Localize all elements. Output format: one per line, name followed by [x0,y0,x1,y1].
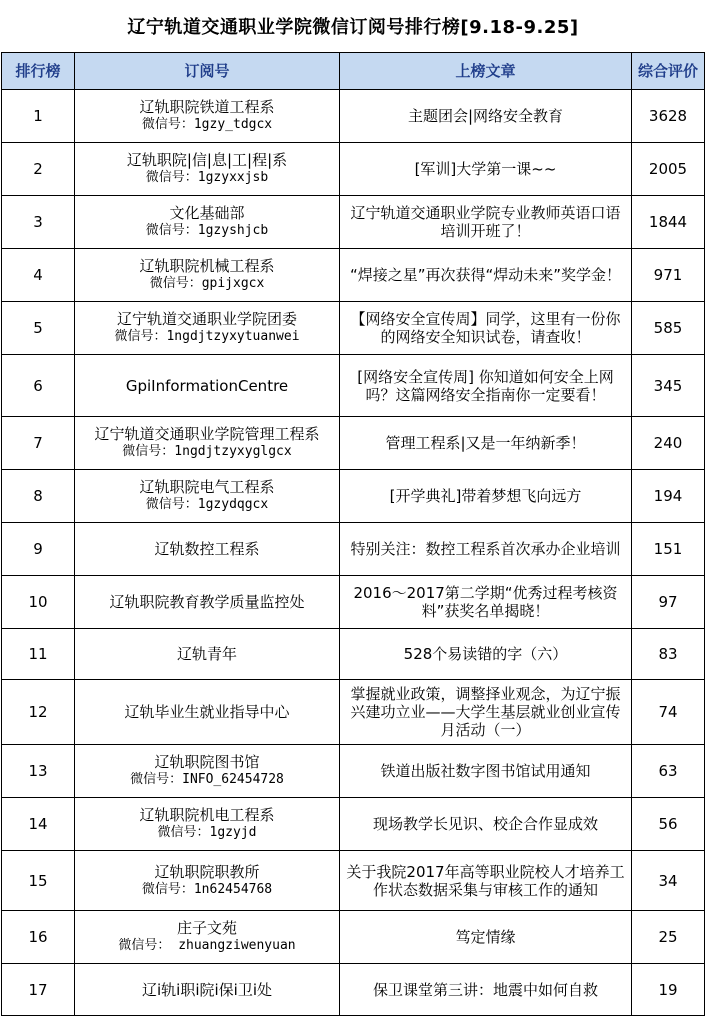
article-cell: 528个易读错的字（六） [340,629,632,680]
account-name: 辽轨青年 [176,645,237,663]
article-cell: 2016～2017第二学期“优秀过程考核资料”获奖名单揭晓！ [340,576,632,629]
wechat-id: 微信号：1n62454768 [141,881,273,897]
account-cell [75,249,340,302]
account-name: 辽i轨i职i院i保i卫i处 [141,980,272,999]
table-row [2,680,705,745]
rank-cell: 6 [2,355,75,417]
rank-cell: 14 [2,798,75,851]
rank-cell: 15 [2,851,75,911]
article-cell: 关于我院2017年高等职业院校人才培养工作状态数据采集与审核工作的通知 [340,851,632,911]
account-cell [75,417,340,470]
table-row [2,523,705,576]
rank-cell: 9 [2,523,75,576]
page-title: 辽宁轨道交通职业学院微信订阅号排行榜[9.18-9.25] [127,17,579,38]
rank-cell: 4 [2,249,75,302]
article-cell: 主题团会|网络安全教育 [340,90,632,143]
table-row [2,143,705,196]
score-cell: 585 [632,302,705,355]
account-cell [75,196,340,249]
table-body [2,90,705,1016]
rank-cell: 3 [2,196,75,249]
account-cell [75,964,340,1016]
account-name: 辽轨职院电气工程系 [139,478,275,496]
header-rank: 排行榜 [2,53,75,90]
header-article: 上榜文章 [340,53,632,90]
header-row [2,53,705,90]
table-row [2,798,705,851]
article-cell: [开学典礼]带着梦想飞向远方 [340,470,632,523]
rank-cell: 2 [2,143,75,196]
account-name: 辽轨职院机电工程系 [139,806,275,824]
score-cell: 19 [632,964,705,1016]
account-cell [75,302,340,355]
article-cell: 铁道出版社数字图书馆试用通知 [340,745,632,798]
wechat-id: 微信号：1gzyjd [157,825,257,840]
score-cell: 345 [632,355,705,417]
account-name: 文化基础部 [169,204,245,222]
table-row [2,911,705,964]
account-name: 辽轨职院图书馆 [154,753,260,771]
table-row [2,629,705,680]
score-cell: 34 [632,851,705,911]
wechat-id: 微信号： zhuangziwenyuan [118,938,296,953]
account-name: 辽宁轨道交通职业学院团委 [116,310,297,328]
table-row [2,470,705,523]
account-name: 辽轨职院|信|息|工|程|系 [126,151,288,169]
score-cell: 971 [632,249,705,302]
table-row [2,417,705,470]
article-cell: 辽宁轨道交通职业学院专业教师英语口语培训开班了！ [340,196,632,249]
account-cell [75,798,340,851]
score-cell: 56 [632,798,705,851]
account-cell [75,851,340,911]
account-cell [75,911,340,964]
score-cell: 97 [632,576,705,629]
account-name: GpiInformationCentre [125,376,289,395]
rank-cell: 8 [2,470,75,523]
rank-cell: 12 [2,680,75,745]
account-cell [75,629,340,680]
wechat-id: 微信号：1ngdjtzyxytuanwei [114,329,300,344]
account-cell [75,680,340,745]
wechat-id: 微信号：1gzyxxjsb [145,170,269,185]
article-cell: 笃定情缘 [340,911,632,964]
rank-cell: 16 [2,911,75,964]
score-cell: 194 [632,470,705,523]
rank-cell: 11 [2,629,75,680]
score-cell: 74 [632,680,705,745]
rank-cell: 17 [2,964,75,1016]
rank-cell: 5 [2,302,75,355]
account-name: 辽轨数控工程系 [154,540,260,558]
account-name: 辽轨毕业生就业指导中心 [124,703,290,721]
article-cell: 现场教学长见识、校企合作显成效 [340,798,632,851]
article-cell: [军训]大学第一课~~ [340,143,632,196]
account-name: 辽宁轨道交通职业学院管理工程系 [94,425,320,443]
account-name: 辽轨职院铁道工程系 [139,98,275,116]
article-cell: 管理工程系|又是一年纳新季！ [340,417,632,470]
wechat-id: 微信号：1gzydqgcx [145,497,269,512]
account-name: 庄子文苑 [176,919,237,937]
header-account: 订阅号 [75,53,340,90]
account-name: 辽轨职院教育教学质量监控处 [109,593,305,611]
wechat-id: 微信号：INFO_62454728 [130,772,284,787]
table-row [2,249,705,302]
ranking-table [1,52,705,1016]
score-cell: 63 [632,745,705,798]
score-cell: 83 [632,629,705,680]
table-row [2,964,705,1016]
rank-cell: 7 [2,417,75,470]
wechat-id: 微信号：1gzy_tdgcx [141,117,273,132]
account-cell [75,745,340,798]
table-row [2,745,705,798]
score-cell: 3628 [632,90,705,143]
score-cell: 240 [632,417,705,470]
article-cell: “焊接之星”再次获得“焊动未来”奖学金！ [340,249,632,302]
score-cell: 2005 [632,143,705,196]
rank-cell: 10 [2,576,75,629]
wechat-id: 微信号：1gzyshjcb [145,223,269,238]
table-row [2,851,705,911]
account-cell [75,523,340,576]
wechat-id: 微信号：gpijxgcx [149,276,265,291]
table-row [2,576,705,629]
article-cell: 保卫课堂第三讲：地震中如何自救 [340,964,632,1016]
account-name: 辽轨职院职教所 [154,862,260,881]
header-score: 综合评价 [632,53,705,90]
article-cell: 特别关注：数控工程系首次承办企业培训 [340,523,632,576]
score-cell: 1844 [632,196,705,249]
account-cell [75,143,340,196]
wechat-id: 微信号：1ngdjtzyxyglgcx [122,444,292,459]
rank-cell: 13 [2,745,75,798]
table-row [2,302,705,355]
table-row [2,355,705,417]
account-cell [75,90,340,143]
article-cell: 掌握就业政策，调整择业观念，为辽宁振兴建功立业——大学生基层就业创业宣传月活动（一） [340,680,632,745]
table-row [2,196,705,249]
account-name: 辽轨职院机械工程系 [139,257,275,275]
article-cell: 【网络安全宣传周】同学，这里有一份你的网络安全知识试卷，请查收！ [340,302,632,355]
table-row [2,90,705,143]
account-cell [75,355,340,417]
score-cell: 25 [632,911,705,964]
account-cell [75,470,340,523]
rank-cell: 1 [2,90,75,143]
score-cell: 151 [632,523,705,576]
article-cell: [网络安全宣传周] 你知道如何安全上网吗？这篇网络安全指南你一定要看！ [340,355,632,417]
account-cell [75,576,340,629]
